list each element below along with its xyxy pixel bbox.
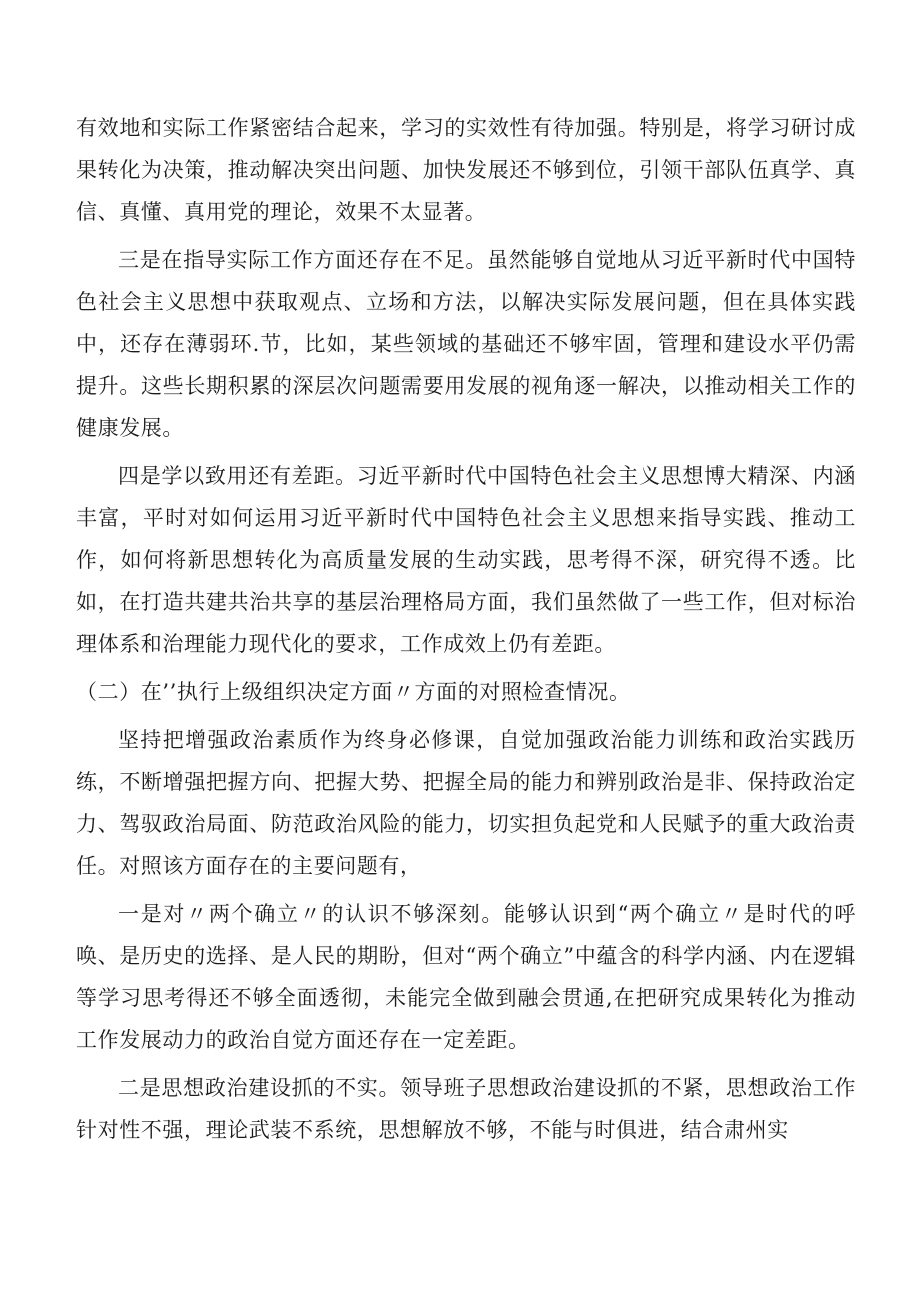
paragraph-point-four: 四是学以致用还有差距。习近平新时代中国特色社会主义思想博大精深、内涵丰富，平时对如何运用习近平新时代中国特色社会主义思想来指导实践、推动工作，如何将新思想转化为高质量发展的生动实践，思考得不深，研究得不透。比如，在打造共建共治共享的基层治理格局方面，我们虽然做了一些工作，但对标治理体系和治理能力现代化的要求，工作成效上仍有差距。 [76,464,856,656]
paragraph-point-three: 三是在指导实际工作方面还存在不足。虽然能够自觉地从习近平新时代中国特色社会主义思想中获取观点、立场和方法，以解决实际发展问题，但在具体实践中，还存在薄弱环.节，比如，某些领域的基础还不够牢固，管理和建设水平仍需提升。这些长期积累的深层次问题需要用发展的视角逐一解决，以推动相关工作的健康发展。 [76,248,856,440]
paragraph-continuation: 有效地和实际工作紧密结合起来，学习的实效性有待加强。特别是，将学习研讨成果转化为决策，推动解决突出问题、加快发展还不够到位，引领干部队伍真学、真信、真懂、真用党的理论，效果不太显著。 [76,116,856,224]
document-body [76,107,856,1157]
paragraph-section-intro: 坚持把增强政治素质作为终身必修课，自觉加强政治能力训练和政治实践历练，不断增强把握方向、把握大势、把握全局的能力和辨别政治是非、保持政治定力、驾驭政治局面、防范政治风险的能力，切实担负起党和人民赋予的重大政治责任。对照该方面存在的主要问题有， [76,728,856,878]
paragraph-point-one: 一是对〃两个确立〃的认识不够深刻。能够认识到“两个确立〃是时代的呼唤、是历史的选择、是人民的期盼，但对“两个确立”中蕴含的科学内涵、内在逻辑等学习思考得还不够全面透彻，未能完全做到融会贯通,在把研究成果转化为推动工作发展动力的政治自觉方面还存在一定差距。 [76,902,856,1052]
paragraph-point-two: 二是思想政治建设抓的不实。领导班子思想政治建设抓的不紧，思想政治工作针对性不强，理论武装不系统，思想解放不够，不能与时俱进，结合肃州实 [76,1076,856,1142]
section-heading-two: （二）在’’执行上级组织决定方面〃方面的对照检查情况。 [76,680,631,704]
